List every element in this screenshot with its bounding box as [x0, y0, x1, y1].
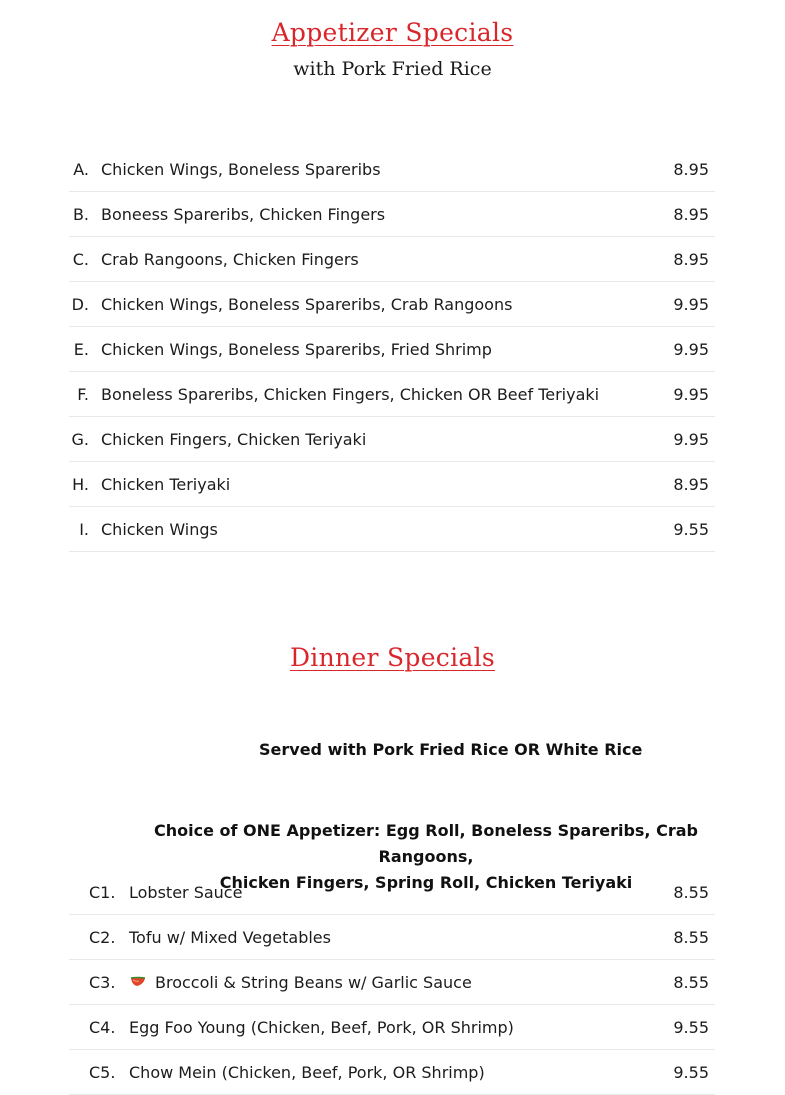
served-with-note: Served with Pork Fried Rice OR White Rice [259, 740, 643, 759]
menu-item-c [69, 237, 715, 282]
item-name: Broccoli & String Beans w/ Garlic Sauce [155, 973, 472, 992]
item-name: Chicken Wings, Boneless Spareribs, Crab Rangoons [101, 295, 513, 314]
item-name: Chicken Wings, Boneless Spareribs, Fried Shrimp [101, 340, 492, 359]
menu-item-c1 [69, 870, 715, 915]
item-price: 8.95 [673, 160, 709, 179]
appetizer-specials-title: Appetizer Specials [271, 18, 514, 47]
item-name-with-icon [129, 973, 472, 992]
item-code: C3. [89, 973, 116, 992]
menu-item-c5 [69, 1050, 715, 1095]
item-price: 8.55 [673, 883, 709, 902]
item-price: 8.55 [673, 928, 709, 947]
item-price: 8.55 [673, 973, 709, 992]
item-name: Chicken Wings, Boneless Spareribs [101, 160, 381, 179]
item-code: A. [73, 160, 89, 179]
dinner-specials-title: Dinner Specials [289, 643, 496, 672]
item-name: Chicken Teriyaki [101, 475, 231, 494]
menu-item-h [69, 462, 715, 507]
menu-item-c2 [69, 915, 715, 960]
item-code: D. [71, 295, 89, 314]
item-code: C2. [89, 928, 116, 947]
hot-pepper-icon [129, 975, 147, 987]
item-name: Chicken Wings [101, 520, 218, 539]
item-price: 9.55 [673, 520, 709, 539]
item-code: C. [72, 250, 89, 269]
menu-item-e [69, 327, 715, 372]
item-name: Boneess Spareribs, Chicken Fingers [101, 205, 386, 224]
item-name: Boneless Spareribs, Chicken Fingers, Chicken OR Beef Teriyaki [101, 385, 600, 404]
menu-item-a [69, 147, 715, 192]
item-price: 8.95 [673, 475, 709, 494]
item-name: Chicken Fingers, Chicken Teriyaki [101, 430, 367, 449]
item-code: E. [73, 340, 89, 359]
item-price: 9.95 [673, 340, 709, 359]
appetizer-choice-line-1: Choice of ONE Appetizer: Egg Roll, Boneless Spareribs, Crab Rangoons, [154, 821, 698, 866]
item-price: 9.95 [673, 295, 709, 314]
menu-item-c3 [69, 960, 715, 1005]
item-code: C5. [89, 1063, 116, 1082]
item-name: Tofu w/ Mixed Vegetables [129, 928, 331, 947]
item-price: 8.95 [673, 250, 709, 269]
appetizer-menu-list [69, 147, 715, 552]
item-name: Lobster Sauce [129, 883, 243, 902]
item-code: I. [79, 520, 89, 539]
item-price: 9.55 [673, 1063, 709, 1082]
item-price: 8.95 [673, 205, 709, 224]
item-price: 9.95 [673, 430, 709, 449]
dinner-menu-list [69, 870, 715, 1095]
item-price: 9.55 [673, 1018, 709, 1037]
item-name: Chow Mein (Chicken, Beef, Pork, OR Shrimp) [129, 1063, 485, 1082]
item-price: 9.95 [673, 385, 709, 404]
menu-item-c4 [69, 1005, 715, 1050]
item-code: F. [77, 385, 89, 404]
item-name: Egg Foo Young (Chicken, Beef, Pork, OR Shrimp) [129, 1018, 514, 1037]
item-code: B. [72, 205, 89, 224]
item-name: Crab Rangoons, Chicken Fingers [101, 250, 359, 269]
appetizer-choice-line-2: Chicken Fingers, Spring Roll, Chicken Teriyaki [219, 873, 633, 892]
menu-item-f [69, 372, 715, 417]
menu-item-i [69, 507, 715, 552]
menu-item-b [69, 192, 715, 237]
menu-item-g [69, 417, 715, 462]
item-code: C4. [89, 1018, 116, 1037]
appetizer-specials-subtitle: with Pork Fried Rice [293, 58, 492, 80]
item-code: C1. [89, 883, 116, 902]
item-code: H. [72, 475, 89, 494]
item-code: G. [71, 430, 89, 449]
menu-item-d [69, 282, 715, 327]
